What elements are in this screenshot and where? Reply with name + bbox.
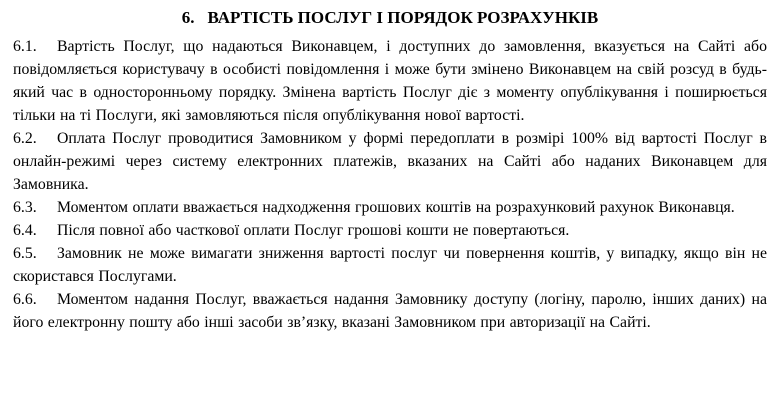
- clause-number: 6.1.: [13, 38, 37, 55]
- section-heading: [13, 6, 767, 30]
- clause-number: 6.4.: [13, 222, 37, 239]
- clause-number: 6.3.: [13, 199, 37, 216]
- section-heading-title: ВАРТІСТЬ ПОСЛУГ І ПОРЯДОК РОЗРАХУНКІВ: [207, 8, 599, 27]
- clause-text: Оплата Послуг проводитися Замовником у формі передоплати в розмірі 100% від вартості Послуг в онлайн-режимі через систему електронних платежів, вказаних на Сайті або наданих Виконавцем для Замовника.: [13, 130, 767, 193]
- clause-6-1: [13, 35, 767, 127]
- clause-6-4: [13, 219, 767, 242]
- clause-number: 6.5.: [13, 245, 37, 262]
- clause-number: 6.2.: [13, 130, 37, 147]
- clause-text: Після повної або часткової оплати Послуг грошові кошти не повертаються.: [57, 222, 570, 239]
- clause-text: Моментом надання Послуг, вважається надання Замовнику доступу (логіну, паролю, інших даних) на його електронну пошту або інші засоби зв’язку, вказані Замовником при авторизації на Сайті.: [13, 291, 767, 331]
- clause-text: Моментом оплати вважається надходження грошових коштів на розрахунковий рахунок Виконавця.: [57, 199, 735, 216]
- clause-6-6: [13, 288, 767, 334]
- clause-text: Вартість Послуг, що надаються Виконавцем, і доступних до замовлення, вказується на Сайті або повідомляється користувачу в особисті повідомлення і може бути змінено Виконавцем на свій розсуд в будь-який час в односторонньому порядку. Змінена вартість Послуг діє з моменту опублікування і поширюється тільки на ті Послуги, які замовляються після опублікування нової вартості.: [13, 38, 767, 124]
- clause-6-5: [13, 242, 767, 288]
- clause-number: 6.6.: [13, 291, 37, 308]
- section-heading-number: 6.: [181, 8, 195, 27]
- clause-text: Замовник не може вимагати зниження вартості послуг чи повернення коштів, у випадку, якщо він не скористався Послугами.: [13, 245, 767, 285]
- clause-6-2: [13, 127, 767, 196]
- clause-6-3: [13, 196, 767, 219]
